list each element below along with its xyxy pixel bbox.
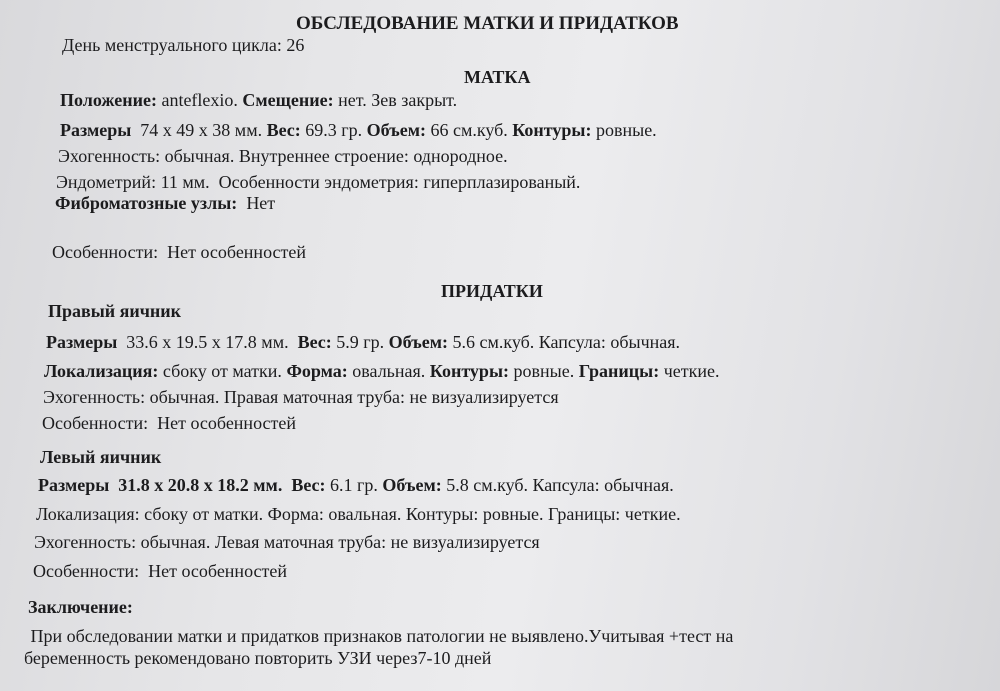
field-text: Особенности: Нет особенностей bbox=[52, 242, 306, 262]
field-label: Вес: bbox=[266, 120, 301, 140]
field-text: anteflexio. bbox=[156, 90, 243, 110]
uterus-position bbox=[60, 90, 457, 110]
field-label: Вес: bbox=[297, 332, 332, 352]
field-label: Объем: bbox=[382, 475, 442, 495]
uterus-size bbox=[60, 120, 657, 140]
field-text: Эхогенность: обычная. Правая маточная труба: не визуализируется bbox=[43, 387, 559, 407]
field-text: Особенности: Нет особенностей bbox=[33, 561, 287, 581]
field-label: 31.8 х 20.8 х 18.2 мм. bbox=[109, 475, 292, 495]
left-ovary-title bbox=[40, 447, 161, 467]
conclusion-line-2 bbox=[24, 648, 491, 668]
field-text: нет. Зев закрыт. bbox=[333, 90, 458, 110]
field-text: 5.9 гр. bbox=[331, 332, 389, 352]
right-ovary-location bbox=[44, 361, 720, 381]
field-label: Контуры: bbox=[512, 120, 592, 140]
left-ovary-echo bbox=[34, 532, 540, 552]
field-text: 69.3 гр. bbox=[300, 120, 367, 140]
field-text: беременность рекомендовано повторить УЗИ через7-10 дней bbox=[24, 648, 492, 668]
field-text: Нет bbox=[237, 193, 276, 213]
right-ovary-features bbox=[42, 413, 296, 433]
uterus-heading: МАТКА bbox=[464, 67, 531, 87]
document-title: ОБСЛЕДОВАНИЕ МАТКИ И ПРИДАТКОВ bbox=[296, 13, 679, 34]
field-label: Вес: bbox=[291, 475, 326, 495]
conclusion-heading bbox=[28, 597, 133, 617]
field-label: Контуры: bbox=[429, 361, 509, 381]
left-ovary-location bbox=[36, 504, 681, 524]
field-text: Особенности: Нет особенностей bbox=[42, 413, 296, 433]
field-label: Смещение: bbox=[242, 90, 334, 110]
right-ovary-size bbox=[46, 332, 680, 352]
field-label: Левый яичник bbox=[40, 447, 162, 467]
field-label: Заключение: bbox=[28, 597, 133, 617]
field-label: Размеры bbox=[38, 475, 110, 495]
field-text: Эндометрий: 11 мм. Особенности эндометрия: гиперплазированый. bbox=[56, 172, 581, 192]
field-text: 6.1 гр. bbox=[325, 475, 383, 495]
field-label: Объем: bbox=[366, 120, 426, 140]
field-text: четкие. bbox=[659, 361, 720, 381]
field-label: Локализация: bbox=[44, 361, 159, 381]
field-text: Эхогенность: обычная. Внутреннее строение: однородное. bbox=[58, 146, 508, 166]
field-text: ровные. bbox=[591, 120, 657, 140]
left-ovary-size bbox=[38, 475, 674, 495]
adnexa-heading: ПРИДАТКИ bbox=[441, 281, 543, 301]
uterus-endometrium bbox=[56, 172, 580, 192]
field-label: Положение: bbox=[60, 90, 157, 110]
field-text: При обследовании матки и придатков признаков патологии не выявлено.Учитывая +тест на bbox=[26, 626, 734, 646]
field-label: Объем: bbox=[388, 332, 448, 352]
left-ovary-features bbox=[33, 561, 287, 581]
field-text: Локализация: сбоку от матки. Форма: овальная. Контуры: ровные. Границы: четкие. bbox=[36, 504, 681, 524]
right-ovary-echo bbox=[43, 387, 559, 407]
field-text: 5.8 см.куб. Капсула: обычная. bbox=[441, 475, 674, 495]
field-label: Границы: bbox=[578, 361, 660, 381]
field-text: сбоку от матки. bbox=[158, 361, 287, 381]
field-label: Форма: bbox=[286, 361, 348, 381]
conclusion-line-1 bbox=[26, 626, 733, 646]
field-text: овальная. bbox=[347, 361, 430, 381]
field-text: 33.6 х 19.5 х 17.8 мм. bbox=[117, 332, 298, 352]
uterus-fibroids bbox=[55, 193, 275, 213]
right-ovary-title bbox=[48, 301, 181, 321]
uterus-echo bbox=[58, 146, 508, 166]
field-text: Эхогенность: обычная. Левая маточная труба: не визуализируется bbox=[34, 532, 540, 552]
field-label: Размеры bbox=[60, 120, 132, 140]
field-text: ровные. bbox=[509, 361, 579, 381]
field-text: 66 см.куб. bbox=[425, 120, 513, 140]
field-text: День менструального цикла: 26 bbox=[62, 35, 305, 55]
uterus-features bbox=[52, 242, 306, 262]
field-label: Фиброматозные узлы: bbox=[55, 193, 238, 213]
field-text: 74 х 49 х 38 мм. bbox=[131, 120, 267, 140]
field-label: Правый яичник bbox=[48, 301, 182, 321]
field-label: Размеры bbox=[46, 332, 118, 352]
cycle-day bbox=[62, 35, 304, 55]
field-text: 5.6 см.куб. Капсула: обычная. bbox=[447, 332, 681, 352]
